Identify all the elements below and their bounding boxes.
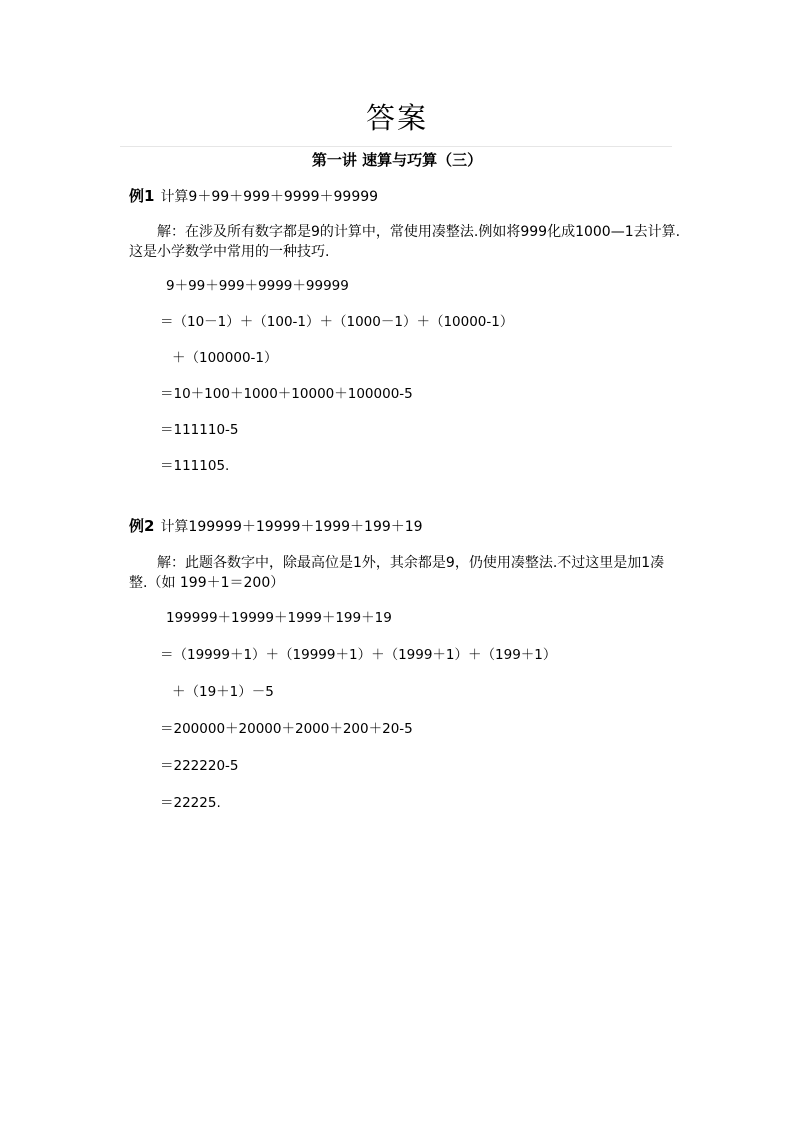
example-1-step-3: ＋（100000-1） [172, 350, 278, 366]
example-2-step-3: ＋（19＋1）－5 [172, 684, 274, 700]
title-divider [120, 146, 672, 147]
example-2-solution: 解：此题各数字中，除最高位是1外，其余都是9，仍使用凑整法.不过这里是加1凑整.（如 199＋1＝200） [129, 555, 665, 591]
example-1-step-1: 9＋99＋999＋9999＋99999 [166, 278, 349, 294]
example-2-step-6: ＝22225. [160, 795, 221, 811]
example-2-step-4: ＝200000＋20000＋2000＋200＋20-5 [160, 721, 413, 737]
example-2-step-2: ＝（19999＋1）＋（19999＋1）＋（1999＋1）＋（199＋1） [160, 647, 557, 663]
example-1-step-4: ＝10＋100＋1000＋10000＋100000-5 [160, 386, 413, 402]
example-2-label: 例2 [129, 517, 155, 535]
example-1-heading [129, 186, 378, 207]
example-2-step-1: 199999＋19999＋1999＋199＋19 [166, 610, 392, 626]
example-2-heading [129, 516, 423, 537]
example-1-step-2: ＝（10－1）＋（100-1）＋（1000－1）＋（10000-1） [160, 314, 514, 330]
page-title: 答案 [365, 101, 428, 135]
example-1-label: 例1 [129, 187, 155, 205]
example-1-solution: 解：在涉及所有数字都是9的计算中，常使用凑整法.例如将999化成1000—1去计算.这是小学数学中常用的一种技巧. [129, 224, 681, 260]
example-2-problem: 计算199999＋19999＋1999＋199＋19 [160, 519, 423, 535]
example-2-step-5: ＝222220-5 [160, 758, 239, 774]
example-1-step-6: ＝111105. [160, 458, 230, 474]
example-1-step-5: ＝111110-5 [160, 422, 239, 438]
example-1-problem: 计算9＋99＋999＋9999＋99999 [160, 189, 379, 205]
lecture-title: 第一讲 速算与巧算（三） [311, 151, 483, 169]
